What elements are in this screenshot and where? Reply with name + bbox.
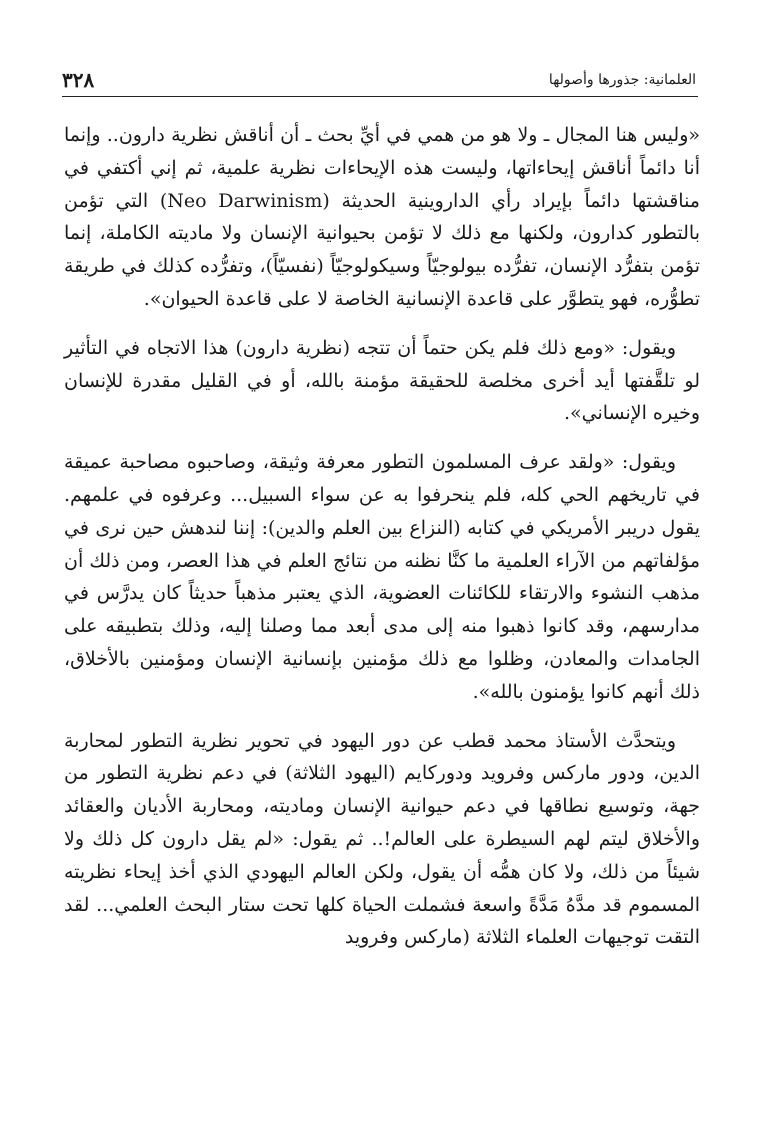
paragraph-1: «وليس هنا المجال ـ ولا هو من همي في أيِّ بحث ـ أن أناقش نظرية دارون.. وإنما أنا دائماً أناقش إيحاءاتها، وليست هذه الإيحاءات نظرية علمية، ثم إني أكتفي في مناقشتها دائماً بإيراد رأي الداروينية الحديثة (Neo Darwinism) التي تؤمن بالتطور كدارون، ولكنها مع ذلك لا تؤمن بحيوانية الإنسان ولا ماديته الكاملة، إنما تؤمن بتفرُّد الإنسان، تفرُّده بيولوجيّاً وسيكولوجيّاً (نفسيّاً)، وتفرُّده كذلك في طريقة تطوُّره، فهو يتطوَّر على قاعدة الإنسانية الخاصة لا على قاعدة الحيوان». xyxy=(64,124,700,310)
page-header xyxy=(62,66,698,96)
paragraph-2: ويقول: «ومع ذلك فلم يكن حتماً أن تتجه (نظرية دارون) هذا الاتجاه في التأثير لو تلقَّفتها أيد أخرى مخلصة للحقيقة مؤمنة بالله، أو في القليل مقدرة للإنسان وخيره الإنساني». xyxy=(64,336,700,425)
page-body xyxy=(64,119,700,970)
header-rule xyxy=(62,96,698,97)
running-title: العلمانية: جذورها وأصولها xyxy=(548,72,696,88)
paragraph-3: ويقول: «ولقد عرف المسلمون التطور معرفة وثيقة، وصاحبوه مصاحبة عميقة في تاريخهم الحي كله، فلم ينحرفوا به عن سواء السبيل... وعرفوه في علمهم. يقول دريبر الأمريكي في كتابه (النزاع بين العلم والدين): إننا لندهش حين نرى في مؤلفاتهم من الآراء العلمية ما كنَّا نظنه من نتائج العلم في هذا العصر، ومن ذلك أن مذهب النشوء والارتقاء للكائنات العضوية، الذي يعتبر مذهباً حديثاً كان يدرَّس في مدارسهم، وقد كانوا ذهبوا منه إلى مدى أبعد مما وصلنا إليه، وذلك بتطبيقه على الجامدات والمعادن، وظلوا مع ذلك مؤمنين بإنسانية الإنسان ومؤمنين بالأخلاق، ذلك أنهم كانوا يؤمنون بالله». xyxy=(64,451,700,703)
page-number: ٣٢٨ xyxy=(62,68,95,92)
paragraph-4: ويتحدَّث الأستاذ محمد قطب عن دور اليهود في تحوير نظرية التطور لمحاربة الدين، ودور ماركس وفرويد ودوركايم (اليهود الثلاثة) في دعم نظرية التطور من جهة، وتوسيع نطاقها في دعم حيوانية الإنسان وماديته، ومحاربة الأديان والعقائد والأخلاق ليتم لهم السيطرة على العالم!.. ثم يقول: «لم يقل دارون كل ذلك ولا شيئاً من ذلك، ولا كان همُّه أن يقول، ولكن العالم اليهودي الذي أخذ إيحاء نظريته المسموم قد مدَّهُ مَدَّةً واسعة فشملت الحياة كلها تحت ستار البحث العلمي... لقد التقت توجيهات العلماء الثلاثة (ماركس وفرويد xyxy=(64,729,700,949)
